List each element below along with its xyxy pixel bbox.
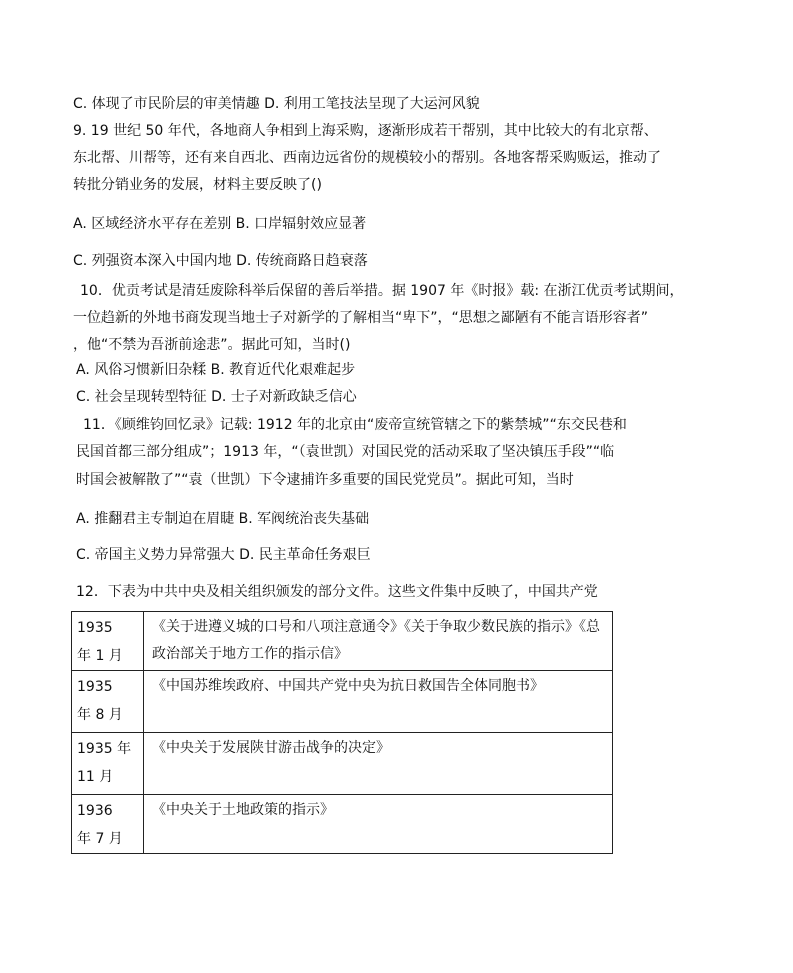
table-row (72, 612, 613, 671)
text-line: ，他“不禁为吾浙前途悲”。据此可知，当时() (73, 337, 351, 353)
document-line: 《中国苏维埃政府、中国共产党中央为抗日救国告全体同胞书》 (152, 678, 544, 694)
text-line: A. 风俗习惯新旧杂糅 B. 教育近代化艰难起步 (76, 362, 356, 378)
text-line: C. 社会呈现转型特征 D. 士子对新政缺乏信心 (76, 389, 357, 405)
date-cell (72, 733, 144, 795)
document-cell (144, 671, 613, 733)
date-line: 1935 (77, 679, 113, 695)
documents-table (71, 611, 613, 854)
text-line: 民国首都三部分组成”；1913 年，“（袁世凯）对国民党的活动采取了坚决镇压手段”“临 (76, 444, 615, 460)
text-line: C. 列强资本深入中国内地 D. 传统商路日趋衰落 (73, 253, 368, 269)
text-line: A. 区域经济水平存在差别 B. 口岸辐射效应显著 (73, 216, 367, 232)
text-line: 9. 19 世纪 50 年代，各地商人争相到上海采购，逐渐形成若干帮别，其中比较大的有北京帮、 (73, 123, 658, 139)
date-line: 1935 (77, 620, 113, 636)
document-line: 政治部关于地方工作的指示信》 (152, 646, 348, 662)
text-line: 一位趋新的外地书商发现当地士子对新学的了解相当“卑下”，“思想之鄙陋有不能言语形容者” (73, 310, 649, 326)
table-row (72, 795, 613, 854)
text-line: A. 推翻君主专制迫在眉睫 B. 军阀统治丧失基础 (76, 511, 370, 527)
text-line: 10．优贡考试是清廷废除科举后保留的善后举措。据 1907 年《时报》载: 在浙江优贡考试期间， (80, 283, 684, 299)
text-line: C. 体现了市民阶层的审美情趣 D. 利用工笔技法呈现了大运河风貌 (73, 96, 480, 112)
document-cell (144, 733, 613, 795)
text-line: 转批分销业务的发展，材料主要反映了() (73, 177, 322, 193)
date-line: 1936 (77, 803, 113, 819)
document-cell (144, 795, 613, 854)
text-line: 12．下表为中共中央及相关组织颁发的部分文件。这些文件集中反映了，中国共产党 (76, 584, 598, 600)
document-line: 《中央关于发展陕甘游击战争的决定》 (152, 740, 390, 756)
date-line: 年 7 月 (77, 831, 123, 847)
text-line: C. 帝国主义势力异常强大 D. 民主革命任务艰巨 (76, 547, 371, 563)
date-line: 1935 年 (77, 741, 132, 757)
date-line: 11 月 (77, 769, 114, 785)
text-line: 东北帮、川帮等，还有来自西北、西南边远省份的规模较小的帮别。各地客帮采购贩运，推动了 (73, 150, 661, 166)
date-line: 年 8 月 (77, 707, 123, 723)
date-cell (72, 612, 144, 671)
table-row (72, 671, 613, 733)
date-cell (72, 671, 144, 733)
table-row (72, 733, 613, 795)
document-cell (144, 612, 613, 671)
date-line: 年 1 月 (77, 648, 123, 664)
document-line: 《中央关于土地政策的指示》 (152, 802, 334, 818)
date-cell (72, 795, 144, 854)
document-line: 《关于进遵义城的口号和八项注意通令》《关于争取少数民族的指示》《总 (152, 619, 600, 635)
text-line: 11．《顾维钧回忆录》记载: 1912 年的北京由“废帝宣统管辖之下的紫禁城”“东交民巷和 (83, 417, 627, 433)
text-line: 时国会被解散了”“袁（世凯）下令逮捕许多重要的国民党党员”。据此可知，当时 (76, 472, 574, 488)
